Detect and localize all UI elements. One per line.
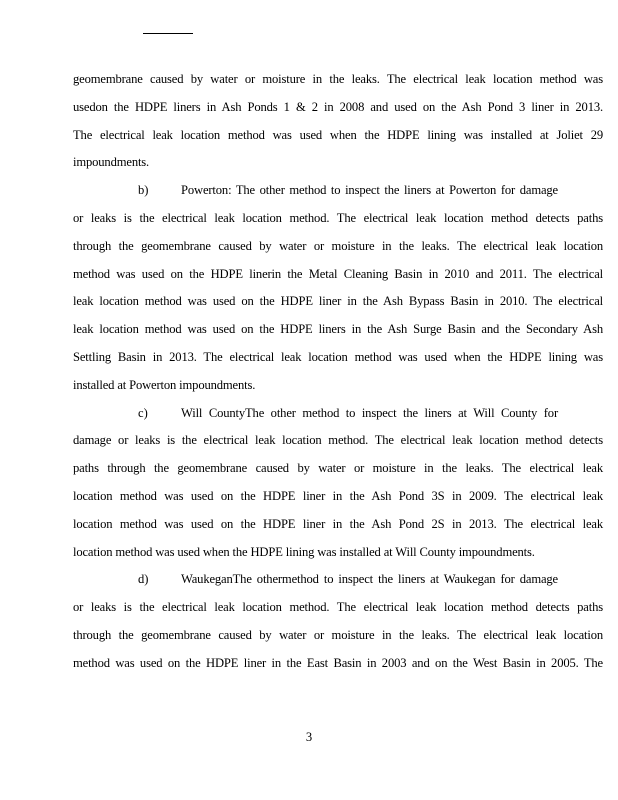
paragraph-a-continuation — [73, 66, 603, 177]
text-line: through the geomembrane caused by water or moisture in the leaks. The electrical leak location — [73, 238, 603, 253]
text-line: Will CountyThe other method to inspect the liners at Will County for — [181, 405, 558, 420]
paragraph-b — [73, 177, 603, 399]
text-line: location method was used when the HDPE lining was installed at Will County impoundments. — [73, 544, 535, 559]
text-line: method was used on the HDPE liner in the East Basin in 2003 and on the West Basin in 2005. The — [73, 655, 603, 670]
paragraph-heading — [73, 566, 603, 594]
text-line: leak location method was used on the HDPE liner in the Ash Bypass Basin in 2010. The electrical — [73, 294, 603, 309]
text-line: through the geomembrane caused by water or moisture in the leaks. The electrical leak location — [73, 627, 603, 642]
page-number: 3 — [305, 730, 313, 744]
paragraph-label: c) — [138, 405, 148, 420]
text-line: method was used on the HDPE linerin the Metal Cleaning Basin in 2010 and 2011. The electrical — [73, 266, 603, 281]
paragraph-d — [73, 566, 603, 677]
text-line: usedon the HDPE liners in Ash Ponds 1 & 2 in 2008 and used on the Ash Pond 3 liner in 2013. — [73, 99, 603, 114]
text-line: location method was used on the HDPE liner in the Ash Pond 3S in 2009. The electrical leak — [73, 488, 603, 503]
text-line: Powerton: The other method to inspect the liners at Powerton for damage — [181, 183, 558, 198]
text-line: WaukeganThe othermethod to inspect the liners at Waukegan for damage — [181, 572, 558, 587]
paragraph-c — [73, 400, 603, 567]
paragraph-heading — [73, 400, 603, 428]
text-line: or leaks is the electrical leak location method. The electrical leak location method detects paths — [73, 600, 603, 615]
text-line: paths through the geomembrane caused by water or moisture in the leaks. The electrical leak — [73, 461, 603, 476]
text-line: leak location method was used on the HDPE liners in the Ash Surge Basin and the Secondary Ash — [73, 322, 603, 337]
text-line: location method was used on the HDPE liner in the Ash Pond 2S in 2013. The electrical leak — [73, 516, 603, 531]
paragraph-label: d) — [138, 572, 149, 587]
paragraph-heading — [73, 177, 603, 205]
text-line: installed at Powerton impoundments. — [73, 377, 256, 392]
text-line: impoundments. — [73, 155, 150, 170]
paragraph-label: b) — [138, 183, 149, 198]
top-rule — [143, 33, 193, 34]
text-line: or leaks is the electrical leak location method. The electrical leak location method detects paths — [73, 210, 603, 225]
text-line: The electrical leak location method was used when the HDPE lining was installed at Joliet 29 — [73, 127, 603, 142]
document-body — [73, 66, 603, 678]
text-line: damage or leaks is the electrical leak location method. The electrical leak location method detects — [73, 433, 603, 448]
text-line: geomembrane caused by water or moisture in the leaks. The electrical leak location method was — [73, 72, 603, 86]
text-line: Settling Basin in 2013. The electrical leak location method was used when the HDPE lining was — [73, 349, 603, 364]
